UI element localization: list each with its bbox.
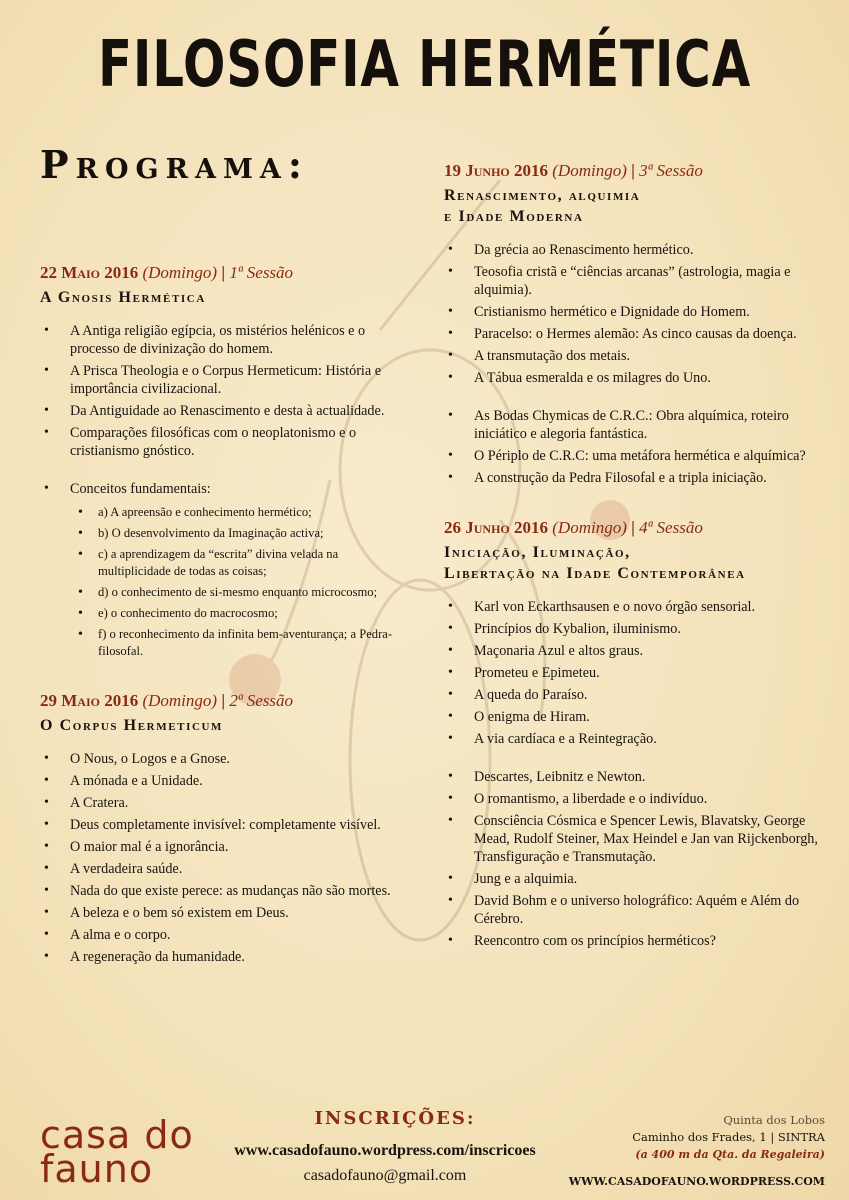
- casa-do-fauno-logo: casa do fauno: [40, 1113, 194, 1191]
- session-title: O Corpus Hermeticum: [40, 717, 224, 734]
- session-title: Renascimento, alquimia e Idade Moderna: [444, 187, 641, 225]
- sub-item: • a) A apreensão e conhecimento hermético;: [40, 504, 410, 521]
- list-item: • O Périplo de C.R.C: uma metáfora hermética e alquímica?: [444, 447, 824, 465]
- sub-item: • f) o reconhecimento da infinita bem-aventurança; a Pedra-filosofal.: [40, 626, 410, 660]
- page-title: FILOSOFIA HERMÉTICA: [97, 28, 752, 102]
- session-date: 26 Junho 2016 (Domingo) | 4ª Sessão: [444, 518, 703, 537]
- list-item: • Nada do que existe perece: as mudanças não são mortes.: [40, 882, 410, 900]
- session-date: 19 Junho 2016 (Domingo) | 3ª Sessão: [444, 161, 703, 180]
- topic-list: [444, 598, 824, 748]
- left-column: [40, 262, 410, 970]
- session-2: [40, 690, 410, 966]
- address-line: Caminho dos Frades, 1 | SINTRA: [632, 1130, 825, 1144]
- sub-item: • e) o conhecimento do macrocosmo;: [40, 605, 410, 622]
- address-note: (a 400 m da Qta. da Regaleira): [635, 1148, 825, 1161]
- list-item: • Da grécia ao Renascimento hermético.: [444, 241, 824, 259]
- list-item: • Deus completamente invisível: completamente visível.: [40, 816, 410, 834]
- list-item: • O enigma de Hiram.: [444, 708, 824, 726]
- inscricoes-heading: INSCRIÇÕES:: [314, 1108, 476, 1129]
- topic-list: [444, 241, 824, 387]
- list-item: • A beleza e o bem só existem em Deus.: [40, 904, 410, 922]
- address-line: Quinta dos Lobos: [723, 1113, 825, 1127]
- website-link[interactable]: WWW.CASADOFAUNO.WORDPRESS.COM: [568, 1175, 825, 1188]
- list-item: • A Cratera.: [40, 794, 410, 812]
- list-item: • Conceitos fundamentais: • a) A apreensão e conhecimento hermético; • b) O desenvolvimento da Imaginação activa; • c) a aprendizagem da “escrita” divina velada na multiplicidade de todas as coisas; • d) o conhecimento de si-mesmo enquanto microcosmo; • e) o conhecimento do macrocosmo; • f) o reconhecimento da infinita bem-aventurança; a Pedra-filosofal.: [40, 480, 410, 660]
- topic-list-2: [444, 407, 824, 487]
- list-item: • As Bodas Chymicas de C.R.C.: Obra alquímica, roteiro iniciático e alegoria fantástica.: [444, 407, 824, 443]
- concepts-list: [40, 480, 410, 660]
- inscricoes-link[interactable]: www.casadofauno.wordpress.com/inscricoes: [234, 1142, 536, 1159]
- session-date: 22 Maio 2016 (Domingo) | 1ª Sessão: [40, 263, 294, 282]
- programa-heading: Programa:: [40, 142, 309, 187]
- list-item: • A construção da Pedra Filosofal e a tripla iniciação.: [444, 469, 824, 487]
- list-item: • A Tábua esmeralda e os milagres do Uno.: [444, 369, 824, 387]
- list-item: • Comparações filosóficas com o neoplatonismo e o cristianismo gnóstico.: [40, 424, 410, 460]
- list-item: • A alma e o corpo.: [40, 926, 410, 944]
- list-item: • Prometeu e Epimeteu.: [444, 664, 824, 682]
- list-item: • Princípios do Kybalion, iluminismo.: [444, 620, 824, 638]
- topic-list: [40, 322, 410, 460]
- sub-list: [40, 504, 410, 660]
- session-4: [444, 517, 824, 950]
- list-item: • David Bohm e o universo holográfico: Aquém e Além do Cérebro.: [444, 892, 824, 928]
- list-item: • Consciência Cósmica e Spencer Lewis, Blavatsky, George Mead, Rudolf Steiner, Max Heindel e Jan van Rijckenborgh, Transfiguração e Transmutação.: [444, 812, 824, 866]
- list-item: • A queda do Paraíso.: [444, 686, 824, 704]
- sub-item: • b) O desenvolvimento da Imaginação activa;: [40, 525, 410, 542]
- right-column: [444, 160, 824, 954]
- list-item: • A regeneração da humanidade.: [40, 948, 410, 966]
- list-item: • A verdadeira saúde.: [40, 860, 410, 878]
- sub-item: • c) a aprendizagem da “escrita” divina velada na multiplicidade de todas as coisas;: [40, 546, 410, 580]
- list-item: • A via cardíaca e a Reintegração.: [444, 730, 824, 748]
- list-item: • Karl von Eckarthsausen e o novo órgão sensorial.: [444, 598, 824, 616]
- list-item: • Descartes, Leibnitz e Newton.: [444, 768, 824, 786]
- topic-list: [40, 750, 410, 966]
- list-item: • Teosofia cristã e “ciências arcanas” (astrologia, magia e alquimia).: [444, 263, 824, 299]
- list-item: • Paracelso: o Hermes alemão: As cinco causas da doença.: [444, 325, 824, 343]
- list-item: • Jung e a alquimia.: [444, 870, 824, 888]
- list-item: • A Prisca Theologia e o Corpus Hermeticum: História e importância civilizacional.: [40, 362, 410, 398]
- list-item: • Maçonaria Azul e altos graus.: [444, 642, 824, 660]
- session-date: 29 Maio 2016 (Domingo) | 2ª Sessão: [40, 691, 294, 710]
- session-3: [444, 160, 824, 487]
- list-item: • O maior mal é a ignorância.: [40, 838, 410, 856]
- address-block: [569, 1112, 825, 1190]
- list-item: • O romantismo, a liberdade e o indivíduo.: [444, 790, 824, 808]
- list-item: • O Nous, o Logos e a Gnose.: [40, 750, 410, 768]
- list-item: • Da Antiguidade ao Renascimento e desta à actualidade.: [40, 402, 410, 420]
- list-item: • A Antiga religião egípcia, os mistérios helénicos e o processo de divinização do homem.: [40, 322, 410, 358]
- session-title: A Gnosis Hermética: [40, 289, 206, 306]
- list-item: • A transmutação dos metais.: [444, 347, 824, 365]
- sub-item: • d) o conhecimento de si-mesmo enquanto microcosmo;: [40, 584, 410, 601]
- email-link[interactable]: casadofauno@gmail.com: [303, 1167, 467, 1184]
- list-item: • Cristianismo hermético e Dignidade do Homem.: [444, 303, 824, 321]
- topic-list-2: [444, 768, 824, 950]
- list-item: • Reencontro com os princípios herméticos?: [444, 932, 824, 950]
- list-item: • A mónada e a Unidade.: [40, 772, 410, 790]
- session-1: [40, 262, 410, 660]
- session-title: Iniciação, Iluminação, Libertação na Idade Contemporânea: [444, 544, 746, 582]
